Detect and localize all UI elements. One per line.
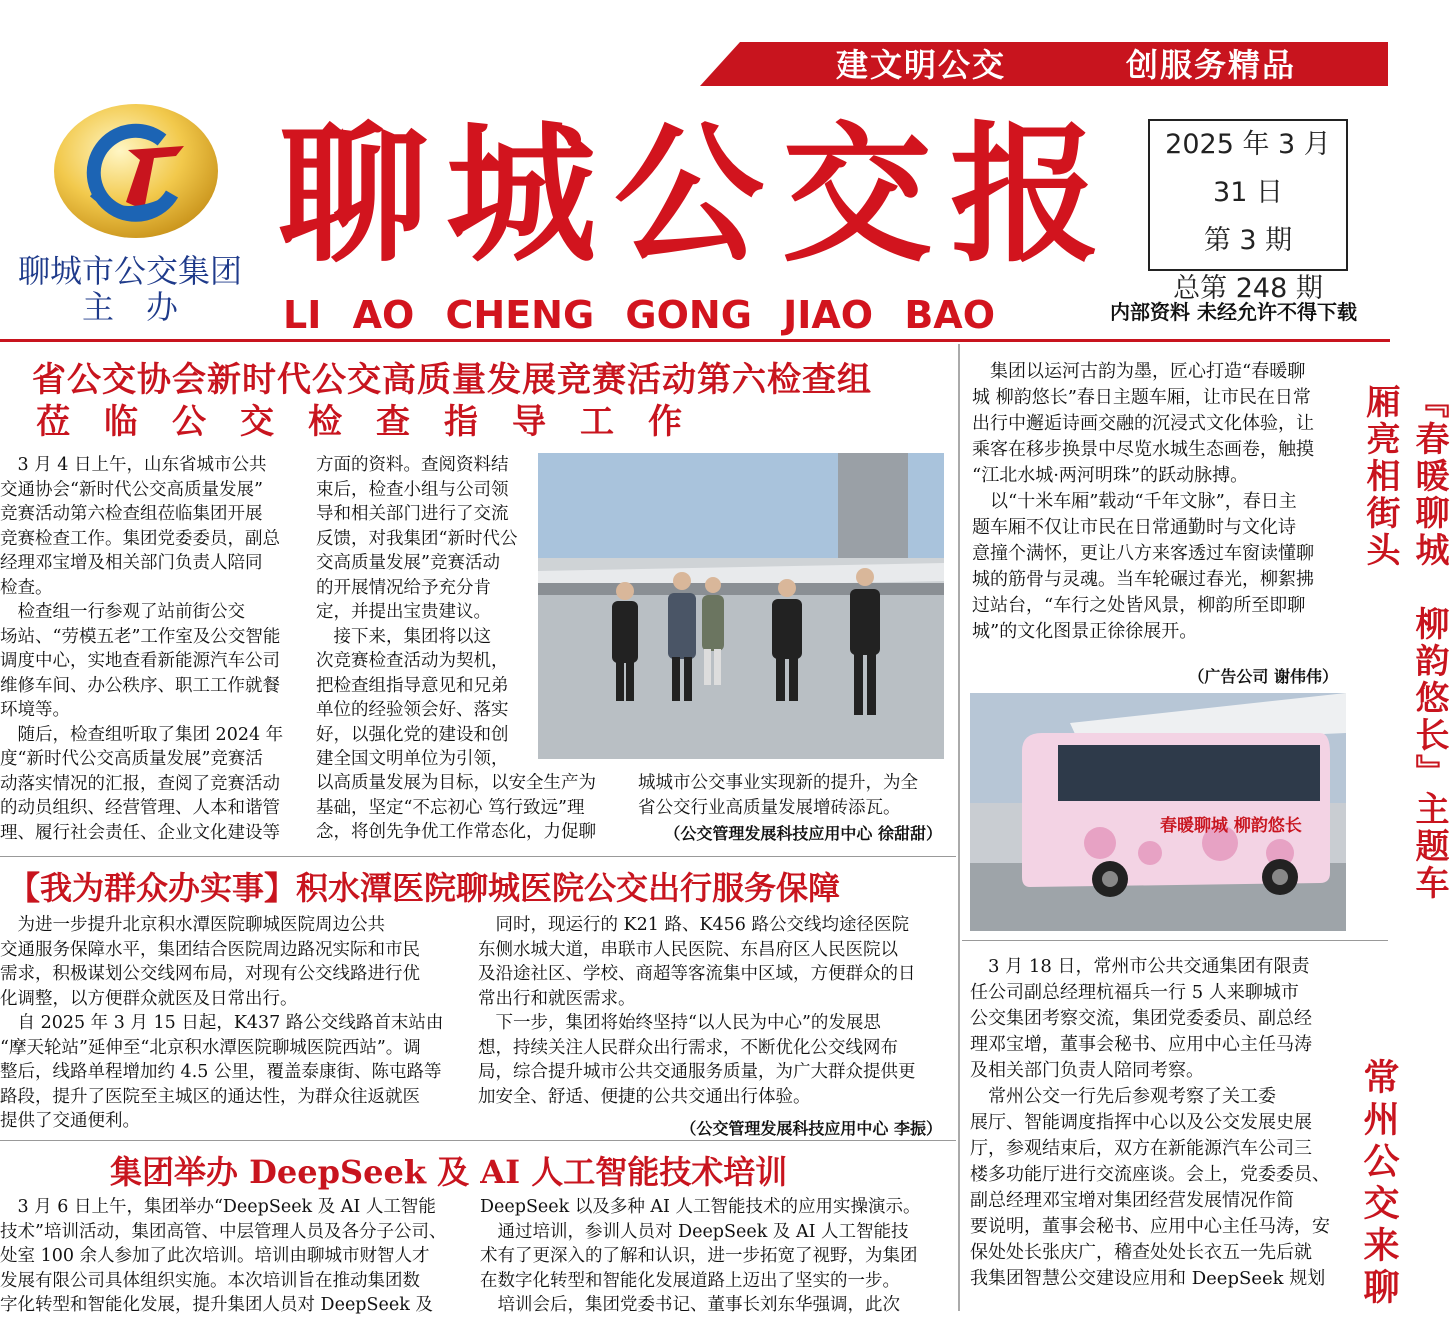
- text-line: 竞赛活动第六检查组莅临集团开展: [0, 504, 263, 524]
- text-line: 展厅、智能调度指挥中心以及公交发展史展: [970, 1112, 1312, 1133]
- article1-title-line2: 莅 临 公 交 检 查 指 导 工 作: [36, 402, 682, 442]
- text-line: 3 月 4 日上午，山东省城市公共: [0, 455, 267, 475]
- text-line: 方面的资料。查阅资料结: [316, 455, 509, 475]
- text-line: 导和相关部门进行了交流: [316, 504, 509, 524]
- text-line: 束后，检查小组与公司领: [316, 479, 509, 500]
- text-line: 过站台，“车行之处皆风景，柳韵所至即聊: [972, 595, 1306, 616]
- text-line: 经理邓宝增及相关部门负责人陪同: [0, 553, 263, 573]
- article5-body: [970, 954, 1346, 1292]
- text-line: 下一步，集团将始终坚持“以人民为中心”的发展思: [478, 1013, 881, 1033]
- text-line: 以高质量发展为目标，以安全生产为: [316, 773, 596, 793]
- article4-credit: （广告公司 谢伟伟）: [1188, 667, 1338, 686]
- text-line: 定，并提出宝贵建议。: [316, 602, 491, 622]
- text-line: 为进一步提升北京积水潭医院聊城医院周边公共: [0, 915, 385, 935]
- header-divider: [0, 339, 1390, 342]
- text-line: DeepSeek 以及多种 AI 人工智能技术的应用实操演示。: [480, 1197, 921, 1217]
- text-line: 基础，坚定“不忘初心 笃行致远”理: [316, 797, 585, 818]
- text-line: 副总经理邓宝增对集团经营发展情况作简: [970, 1190, 1294, 1211]
- text-line: 城”的文化图景正徐徐展开。: [972, 621, 1198, 642]
- organizer: [14, 253, 246, 325]
- article-divider: [0, 1140, 956, 1141]
- text-line: 常出行和就医需求。: [478, 988, 636, 1009]
- article1-col3: [638, 771, 948, 820]
- text-line: 公交集团考察交流，集团党委委员、副总经: [970, 1008, 1312, 1029]
- text-line: 以“十米车厢”载动“千年文脉”，春日主: [972, 491, 1297, 512]
- article1-col1: [0, 453, 300, 845]
- text-line: 术有了更深入的了解和认识，进一步拓宽了视野，为集团: [480, 1246, 918, 1266]
- issue-date: 2025 年 3 月 31 日: [1165, 129, 1331, 208]
- text-line: 加安全、舒适、便捷的公共交通出行体验。: [478, 1086, 811, 1107]
- text-line: 东侧水城大道，串联市人民医院、东昌府区人民医院以: [478, 939, 898, 960]
- text-line: 交通协会“新时代公交高质量发展”: [0, 479, 263, 500]
- text-line: 在数字化转型和智能化发展道路上迈出了坚实的一步。: [480, 1270, 900, 1291]
- text-line: 题车厢不仅让市民在日常通勤时与文化诗: [972, 517, 1296, 538]
- text-line: 调度中心，实地查看新能源汽车公司: [0, 651, 280, 671]
- text-line: 好，以强化党的建设和创: [316, 724, 509, 745]
- text-line: 化调整，以方便群众就医及日常出行。: [0, 988, 298, 1009]
- text-line: 接下来，集团将以这: [316, 626, 491, 647]
- text-line: 理邓宝增，董事会秘书、应用中心主任马涛: [970, 1034, 1312, 1055]
- text-line: 我集团智慧公交建设应用和 DeepSeek 规划: [970, 1268, 1326, 1289]
- text-line: 字化转型和智能化发展，提升集团人员对 DeepSeek 及: [0, 1295, 433, 1315]
- newspaper-masthead: 聊城公交报: [278, 107, 1119, 283]
- masthead-pinyin: LI AO CHENG GONG JIAO BAO: [283, 293, 996, 337]
- article1-credit: （公交管理发展科技应用中心 徐甜甜）: [664, 824, 942, 843]
- text-line: 出行中邂逅诗画交融的沉浸式文化体验，让: [972, 413, 1314, 434]
- text-line: 城的筋骨与灵魂。当车轮碾过春光，柳絮拂: [972, 569, 1314, 590]
- text-line: 厅，参观结束后，双方在新能源汽车公司三: [970, 1138, 1312, 1159]
- text-line: 局，综合提升城市公共交通服务质量，为广大群众提供更: [478, 1062, 916, 1082]
- text-line: “江北水城·两河明珠”的跃动脉搏。: [972, 465, 1249, 486]
- text-line: 把检查组指导意见和兄弟: [316, 675, 509, 696]
- text-line: 场站、“劳模五老”工作室及公交智能: [0, 626, 281, 647]
- text-line: 动落实情况的汇报，查阅了竞赛活动: [0, 773, 280, 794]
- text-line: 的动员组织、经营管理、人本和谐管: [0, 798, 280, 818]
- slogan-left: 建文明公交: [836, 46, 1007, 84]
- article4-body: [972, 359, 1346, 645]
- text-line: 度“新时代公交高质量发展”竞赛活: [0, 749, 263, 769]
- text-line: 维修车间、办公秩序、职工工作就餐: [0, 675, 280, 696]
- text-line: 理、履行社会责任、企业文化建设等: [0, 822, 280, 843]
- text-line: 城城市公交事业实现新的提升，为全: [638, 773, 918, 793]
- article2-col1: [0, 913, 462, 1134]
- article2-title: 【我为群众办实事】积水潭医院聊城医院公交出行服务保障: [8, 869, 841, 907]
- internal-note: 内部资料 未经允许不得下载: [1110, 300, 1357, 324]
- inspection-photo: [538, 453, 944, 759]
- text-line: 楼多功能厅进行交流座谈。会上，党委委员、: [970, 1164, 1330, 1185]
- article-divider: [0, 856, 956, 857]
- article1-col2b: [316, 771, 624, 845]
- text-line: 次竞赛检查活动为契机，: [316, 651, 509, 671]
- text-line: 集团以运河古韵为墨，匠心打造“春暖聊: [972, 361, 1306, 382]
- article2-credit: （公交管理发展科技应用中心 李振）: [680, 1119, 942, 1138]
- text-line: 通过培训，参训人员对 DeepSeek 及 AI 人工智能技: [480, 1221, 909, 1242]
- text-line: 交高质量发展”竞赛活动: [316, 553, 500, 573]
- text-line: 常州公交一行先后参观考察了关工委: [970, 1086, 1276, 1107]
- article3-title: 集团举办 DeepSeek 及 AI 人工智能技术培训: [110, 1153, 788, 1191]
- text-line: 任公司副总经理杭福兵一行 5 人来聊城市: [970, 982, 1299, 1003]
- text-line: 路段，提升了医院至主城区的通达性，为群众往返就医: [0, 1086, 420, 1107]
- text-line: 3 月 6 日上午，集团举办“DeepSeek 及 AI 人工智能: [0, 1197, 436, 1217]
- text-line: 3 月 18 日，常州市公共交通集团有限责: [970, 956, 1310, 977]
- text-line: 培训会后，集团党委书记、董事长刘东华强调，此次: [480, 1295, 900, 1315]
- text-line: 想，持续关注人民群众出行需求，不断优化公交线网布: [478, 1037, 898, 1058]
- article3-col1: [0, 1195, 466, 1318]
- text-line: 技术”培训活动，集团高管、中层管理人员及各分子公司、: [0, 1221, 447, 1242]
- text-line: 随后，检查组听取了集团 2024 年: [0, 724, 284, 745]
- text-line: 检查组一行参观了站前街公交: [0, 602, 245, 622]
- bus-slogan-text: 春暖聊城 柳韵悠长: [1160, 816, 1302, 836]
- text-line: 反馈，对我集团“新时代公: [316, 528, 518, 549]
- text-line: 单位的经验领会好、落实: [316, 700, 509, 720]
- text-line: 同时，现运行的 K21 路、K456 路公交线均途径医院: [478, 915, 910, 935]
- text-line: 要说明，董事会秘书、应用中心主任马涛，安: [970, 1216, 1330, 1237]
- text-line: 整后，线路单程增加约 4.5 公里，覆盖泰康街、陈屯路等: [0, 1062, 442, 1082]
- article1-title-line1: 省公交协会新时代公交高质量发展竞赛活动第六检查组: [32, 360, 872, 400]
- bus-group-logo-icon: [52, 102, 220, 240]
- article4-vertical-title: 『春暖聊城 柳韵悠长』主题车厢亮相街头: [1360, 384, 1449, 902]
- issue-box: [1148, 119, 1348, 304]
- text-line: 及沿途社区、学校、商超等客流集中区域，方便群众的日: [478, 964, 916, 984]
- themed-bus-photo: [970, 693, 1346, 931]
- text-line: 需求，积极谋划公交线网布局，对现有公交线路进行优: [0, 964, 420, 984]
- column-divider: [958, 344, 960, 1311]
- total-issue-number: 总第 248 期: [1173, 273, 1323, 304]
- text-line: 的开展情况给予充分肯: [316, 577, 491, 598]
- text-line: 检查。: [0, 577, 53, 598]
- text-line: 自 2025 年 3 月 15 日起，K437 路公交线路首末站由: [0, 1013, 444, 1033]
- text-line: 乘客在移步换景中尽览水城生态画卷，触摸: [972, 439, 1314, 460]
- text-line: 城 柳韵悠长”春日主题车厢，让市民在日常: [972, 387, 1311, 408]
- issue-number: 第 3 期: [1203, 225, 1293, 256]
- organizer-name: 聊城市公交集团: [17, 252, 242, 290]
- text-line: 发展有限公司具体组织实施。本次培训旨在推动集团数: [0, 1270, 420, 1291]
- text-line: 及相关部门负责人陪同考察。: [970, 1060, 1204, 1081]
- article5-vertical-title: 常州公交来聊: [1358, 1058, 1400, 1310]
- text-line: 交通服务保障水平，集团结合医院周边路况实际和市民: [0, 939, 420, 960]
- slogan-right: 创服务精品: [1126, 46, 1297, 84]
- text-line: 提供了交通便利。: [0, 1111, 140, 1131]
- text-line: 念，将创先争优工作常态化，力促聊: [316, 822, 596, 842]
- organizer-role: 主 办: [81, 288, 178, 326]
- text-line: 竞赛检查工作。集团党委委员，副总: [0, 528, 280, 549]
- article2-col2: [478, 913, 944, 1109]
- text-line: 省公交行业高质量发展增砖添瓦。: [638, 797, 901, 818]
- article3-col2: [480, 1195, 946, 1318]
- text-line: 保处处长张庆广，稽查处处长衣五一先后就: [970, 1242, 1312, 1263]
- text-line: “摩天轮站”延伸至“北京积水潭医院聊城医院西站”。调: [0, 1037, 421, 1058]
- text-line: 处室 100 余人参加了此次培训。培训由聊城市财智人才: [0, 1246, 430, 1266]
- text-line: 建全国文明单位为引领，: [316, 749, 509, 769]
- text-line: 环境等。: [0, 700, 70, 720]
- article-divider: [962, 940, 1388, 941]
- article1-col2a: [316, 453, 536, 772]
- text-line: 意撞个满怀，更让八方来客透过车窗读懂聊: [972, 543, 1314, 564]
